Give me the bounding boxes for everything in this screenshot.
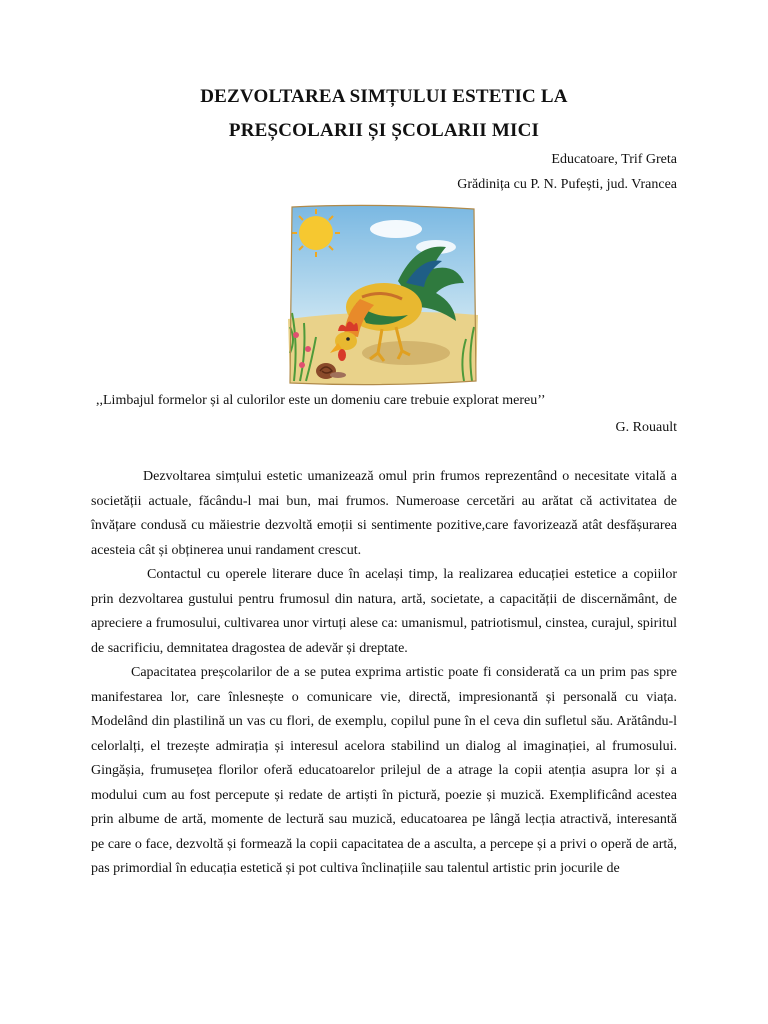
paragraph-1: Dezvoltarea simțului estetic umanizează omul prin frumos reprezentând o necesitate vitală a societății actuale, făcându-l mai bun, mai frumos. Numeroase cercetări au arătat că activitatea de învățare condusă cu măiestrie dezvoltă emoții si sentimente pozitive,care favorizează atât desfășurarea acesteia cât și obținerea unui randament crescut. (91, 469, 677, 558)
epigraph-author: G. Rouault (615, 420, 677, 435)
document-title-line-1: DEZVOLTAREA SIMȚULUI ESTETIC LA (200, 86, 568, 107)
rooster-illustration-icon (286, 203, 480, 387)
author-line: Educatoare, Trif Greta (551, 152, 677, 167)
institution-line: Grădinița cu P. N. Pufești, jud. Vrancea (457, 177, 677, 192)
document-title-line-2: PREȘCOLARII ȘI ȘCOLARII MICI (228, 120, 540, 141)
paragraph-3: Capacitatea preșcolarilor de a se putea exprima artistic poate fi considerată ca un prim pas spre manifestarea lor, care înlesnește o comunicare vie, directă, impresionantă și personală cu viața. Modelând din plastilină un vas cu flori, de exemplu, copilul pune în el ceva din sufletul său. Arătându-l celorlalți, el trezește admirația și interesul acelora stabilind un dialog al imaginației, al frumosului. Gingășia, frumusețea florilor oferă educatoarelor prilejul de a atrage la copii atenția asupra lor și a modului cum au fost percepute și redate de artiști în pictură, poezie și muzică. Exemplificând acestea prin albume de artă, momente de lectură sau muzică, educatoarea pe lângă lecția atractivă, interesantă pe care o face, dezvoltă și formează la copii capacitatea de a asculta, a percepe și a privi o operă de artă, pas primordial în educația estetică și pot cultiva înclinațiile sau talentul artistic prin jocurile de (91, 665, 677, 876)
article-body (91, 465, 677, 882)
paragraph-2: Contactul cu operele literare duce în același timp, la realizarea educației estetice a copiilor prin dezvoltarea gustului pentru frumosul din natura, artă, societate, a capacității de discernământ, de apreciere a frumosului, cultivarea unor virtuți alese ca: umanismul, patriotismul, cinstea, curajul, spiritul de sacrificiu, demnitatea dragostea de adevăr și dreptate. (91, 567, 677, 656)
epigraph-quote: ,,Limbajul formelor și al culorilor este un domeniu care trebuie explorat mereu’’ (96, 393, 546, 408)
